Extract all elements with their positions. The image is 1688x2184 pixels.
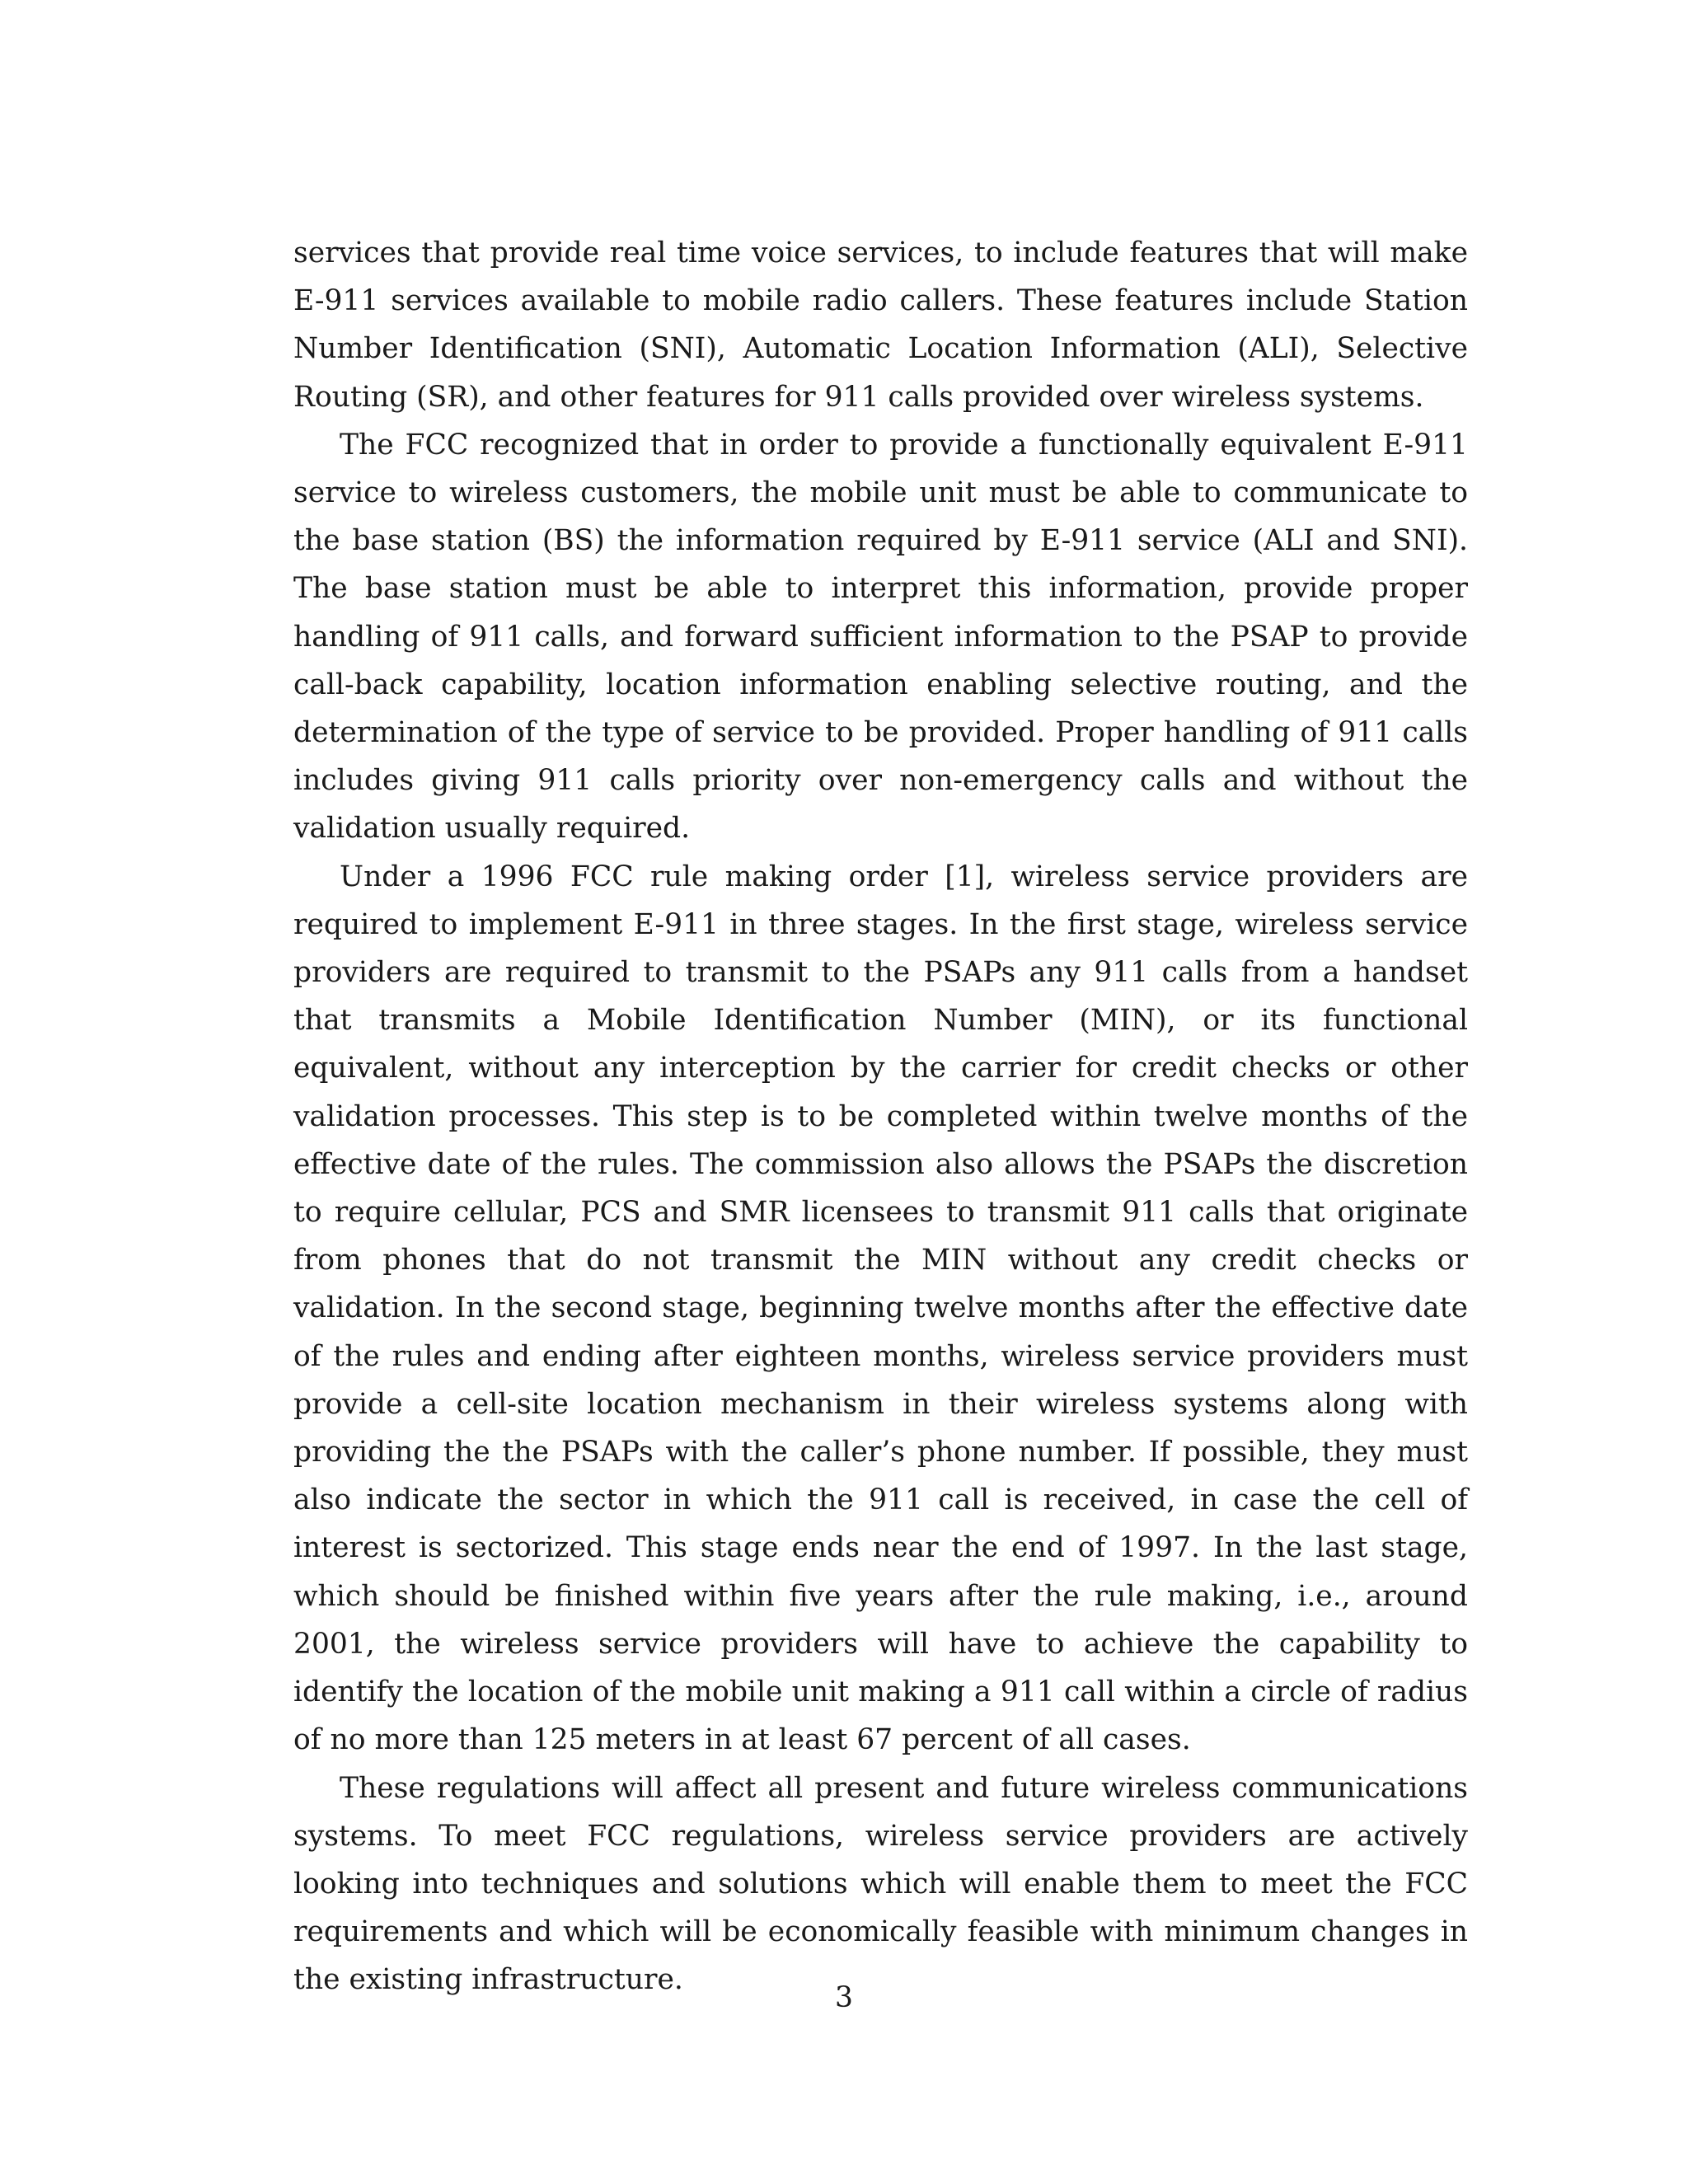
paragraph-e911-stages: Under a 1996 FCC rule making order [1], wireless service providers are required to implement E-911 in three stages. In the first stage, wireless service providers are required to transmit to the PSAPs any 911 calls from a handset that transmits a Mobile Identification Number (MIN), or its functional equivalent, without any interception by the carrier for credit checks or other validation processes. This step is to be completed within twelve months of the effective date of the rules. The commission also allows the PSAPs the discretion to require cellular, PCS and SMR licensees to transmit 911 calls that originate from phones that do not transmit the MIN without any credit checks or validation. In the second stage, beginning twelve months after the effective date of the rules and ending after eighteen months, wireless service providers must provide a cell-site location mechanism in their wireless systems along with providing the the PSAPs with the caller’s phone number. If possible, they must also indicate the sector in which the 911 call is received, in case the cell of interest is sectorized. This stage ends near the end of 1997. In the last stage, which should be finished within five years after the rule making, i.e., around 2001, the wireless service providers will have to achieve the capability to identify the location of the mobile unit making a 911 call within a circle of radius of no more than 125 meters in at least 67 percent of all cases.	[293, 860, 1468, 1757]
paragraph-fcc-recognition: The FCC recognized that in order to provide a functionally equivalent E-911 service to wireless customers, the mobile unit must be able to communicate to the base station (BS) the information required by E-911 service (ALI and SNI). The base station must be able to interpret this information, provide proper handling of 911 calls, and forward sufficient information to the PSAP to provide call-back capability, location information enabling selective routing, and the determination of the type of service to be provided. Proper handling of 911 calls includes giving 911 calls priority over non-emergency calls and without the validation usually required.	[293, 428, 1468, 846]
body-text	[293, 229, 1468, 2004]
paragraph-continuation: services that provide real time voice services, to include features that will make E-911 services available to mobile radio callers. These features include Station Number Identification (SNI), Automatic Location Information (ALI), Selective Routing (SR), and other features for 911 calls provided over wireless systems.	[293, 237, 1468, 414]
page-number: 3	[835, 1981, 853, 2014]
paragraph-regulations-impact: These regulations will affect all present and future wireless communications systems. To meet FCC regulations, wireless service providers are actively looking into techniques and solutions which will enable them to meet the FCC requirements and which will be economically feasible with minimum changes in the existing infrastructure.	[293, 1771, 1468, 1997]
